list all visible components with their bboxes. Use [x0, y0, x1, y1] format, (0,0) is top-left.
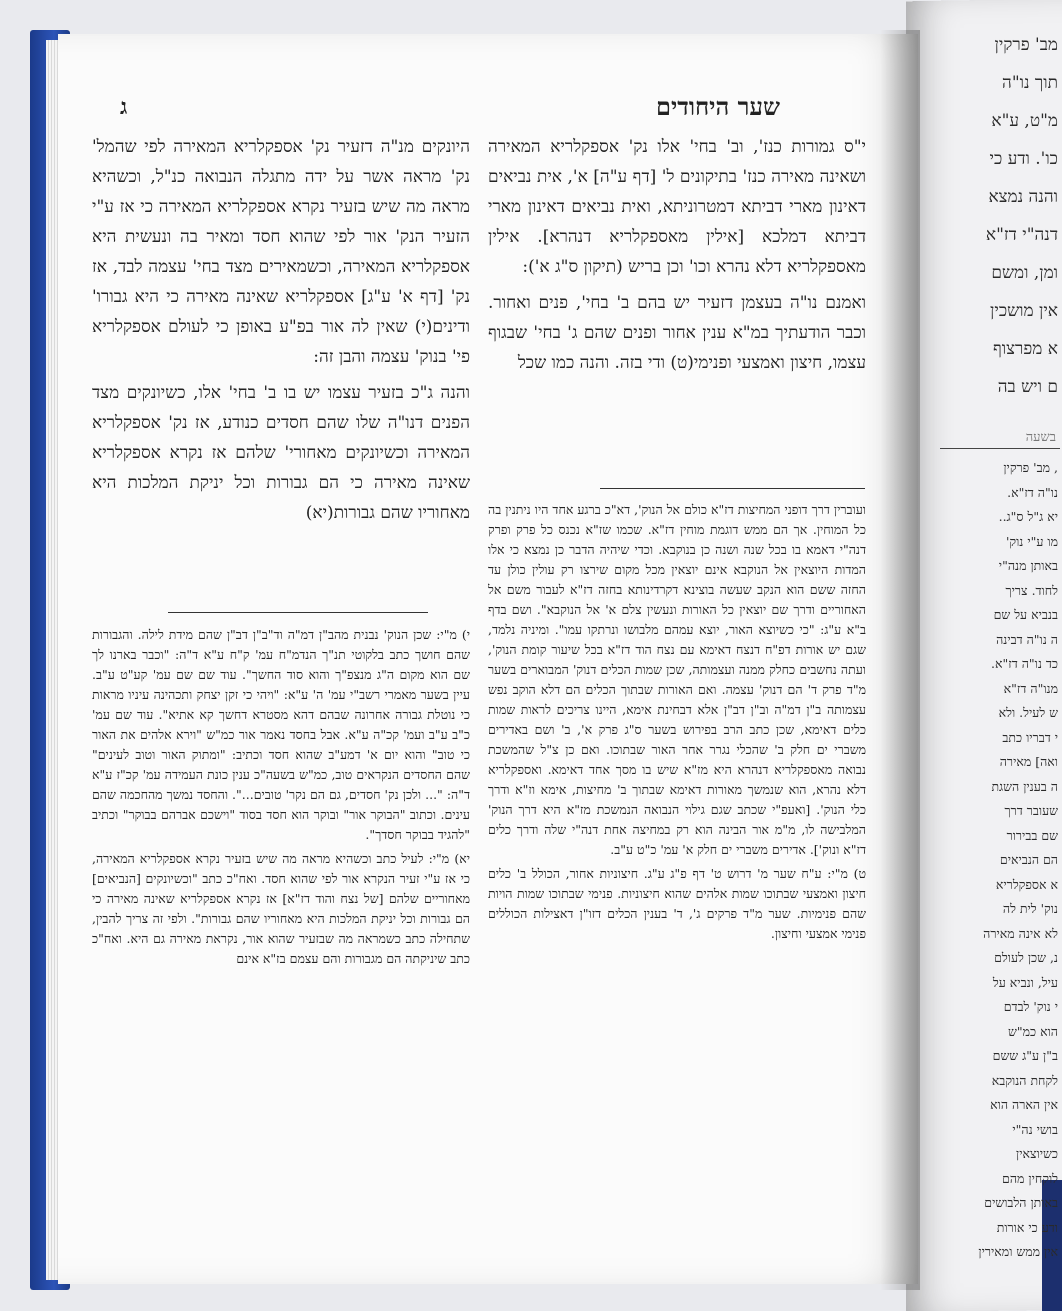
- facing-page-line: תוך נו"ה: [1002, 73, 1058, 93]
- facing-page-line: מ"ט, ע"א: [991, 111, 1058, 131]
- facing-page-note-line: בושי נה"י: [1012, 1121, 1058, 1137]
- page-number: ג: [120, 94, 128, 120]
- facing-page-note-line: לקחת הנוקבא: [991, 1072, 1058, 1088]
- footnote-divider: [168, 612, 428, 613]
- facing-page-line: כו'. ודע כי: [989, 149, 1058, 169]
- facing-page-note-line: הוא כמ"ש: [1008, 1023, 1058, 1039]
- facing-page-note-line: באותן מנה"י: [998, 558, 1058, 573]
- facing-page-line: אין מושכין: [990, 301, 1058, 321]
- main-paragraph: והנה ג"כ בזעיר עצמו יש בו ב' בחי' אלו, כשיונקים מצד הפנים דנו"ה שלו שהם חסדים כנודע, אז נק' אספקלריא המאירה וכשיונקים מאחורי' שלהם אז נקרא אספקלריא שאינה מאירה כי הם גבורות וכל יניקת המלכות היא מאחוריו שהם גבורות(יא): [92, 383, 470, 523]
- footnotes-right-column: [488, 500, 866, 1260]
- facing-page-note-line: שם בבירור: [1006, 827, 1058, 843]
- facing-page-note-line: באותן הלבושים: [984, 1195, 1058, 1210]
- main-paragraph: י"ס גמורות כנז', וב' בחי' אלו נק' אספקלריא המאירה ושאינה מאירה כנז' בתיקונים ל' [דף ע"ה] א', אית נביאים דאינון מארי דביתא דמטרוניתא, ואית נביאים דאינון מארי דביתא דמלכא [אילין מאספקלריא דנהרא]. אילין מאספקלריא דלא נהרא וכו' וכן בריש (תיקון ס"ג א'):: [488, 137, 866, 277]
- facing-page-note-line: י נוק' לבדם: [1003, 999, 1058, 1014]
- facing-page-note-line: ב"ן ע"ג ששם: [992, 1048, 1058, 1063]
- facing-page-note-line: כשיוצאין: [1016, 1146, 1058, 1161]
- facing-page-note-line: בנביא על שם: [993, 607, 1058, 622]
- facing-page-note-line: נוק' לית לה: [1002, 901, 1058, 916]
- facing-page-note-line: י דבריו כתב: [1002, 729, 1058, 745]
- footnote: י) מ"י: שכן הנוק' נבנית מהב"ן דמ"ה וד"ב"ן דב"ן שהם מידת לילה. והגבורות שהם חושך כתב בלקוטי תנ"ך הנדמ"ח עמ' ק"ח ע"א ד"ה: "וכבר בארנו לך שם הוא מקום ה"ג מנצפ"ך והוא סוד החשך". עוד שם שם עמ' קע"ט ע"ב. עיין בשער מאמרי רשב"י עמ' ה' ע"א: "ויהי כי זקן יצחק ותכהינה עיניו מראות כי נוטלת גבורה אחרונה שבהם דהא מסטרא דחשך קא אתיא". עוד שם עמ' כ"ב ע"ב ועמ' קכ"ה ע"א. אבל בחסד נאמר אור כמ"ש "וירא אלהים את האור כי טוב" והוא יום א' דמע"ב שהוא חסד וכתיב: "ומתוק האור וטוב לעינים" שהם החסדים הנקראים טוב, כמ"ש בשעה"כ ענין כונת העמידה עמ' קכ"ז ע"א ד"ה: "... ולכן נק' חסדים, גם הם נקר' טובים...". והחסד נמשך מהחכמה שהם עינים. וכתוב "הבוקר אור" ובוקר הוא חסד בסוד "וישכם אברהם בבוקר" וכתיב "להגיד בבוקר חסדך".: [92, 627, 470, 842]
- facing-page-note-line: מו ע"י נוק': [1005, 533, 1058, 549]
- facing-page-note-line: אין הארה הוא: [990, 1097, 1058, 1112]
- footnotes-left-column: [92, 625, 470, 1265]
- facing-page-line: מב' פרקין: [994, 35, 1058, 55]
- footnote: ועוברין דרך דופני המחיצות דז"א כולם אל הנוק', דא"כ ברגע אחד היו ניתנין בה כל המוחין. אך הם ממש דוגמת מוחין דז"א. שכמו שז"א נכנס כל פרק ופרק דנה"י דאמא בו בכל שנה ושנה כן בנוקבא. וכדי שיהיה הדבר כן נמצא כי אלו המדות היוצאין אל הנוקבא אינם יוצאין מכל מקום שירצו רק עולין כולן עד החזה ששם הוא הנקב שעשה בוצינא דקרדינותא בחזה דז"א לעבור משם אל האחוריים ודרך שם יוצאין כל האורות ונעשין צלם א' אל הנוקבא". ושם בדף ב"א ע"ג: "כי כשיוצא האור, יוצא עמהם מלבושו ונרתקו עמו". ומיניה נלמד, שגם יש אורות דפ"ח דנצח דאימא עם נצח הוד דז"א בכל שיעור קומת הנוק', ועתה נחשבים כחלק ממנה ועצמותה, שכן שמות הכלים דנוק' המבוארים בשער מ"ד פרק ד' הם דנוק' עצמה. ואם האורות שבתוך הכלים הם דלא הוקב נפש עצמותה ב"ן דמ"ה וב"ן דב"ן אלא דבחינת אימא, היינו צריכים לראות שמות כלים דאימא, שכן כתב הרב בפירוש בשער ס"ג פרק א', ב' ושם באדירים משברי ים חלק ב' שהכלי נגרר אחר האור שבתוכו. ואם כן צ"ל שהמשכת נבואה מאספקלריא דנהרא היא מז"א שיש בו מסך אחד דאימא. ואספקלריא דלא נהרא, הוא שנמשך מאורות דאימא שבתוך ב' מחיצות, אימא וז"א ודרך כלי הנוק'. [ואעפ"י שכתב שגם גילוי הנבואה הנמשכת מז"א היא דרך הנוק' המלבישה לו, מ"מ אור הבינה הוא רק במחיצה אחת דנה"י שלה ודרך כלים דז"א ונוק']. אדירים משברי ים חלק א' עמ' כ"ט ע"ב.: [488, 502, 866, 857]
- facing-page-line: א מפרצוף: [992, 339, 1058, 359]
- facing-page-note-line: ש לעיל. ולא: [998, 705, 1058, 720]
- main-paragraph: היונקים מנ"ה דזעיר נק' אספקלריא המאירה לפי שהמל' נק' מראה אשר על ידה מתגלה הנבואה כנ"ל, וכשהיא מראה מה שיש בזעיר נקרא אספקלריא המאירה כי אז ע"י הזעיר הנק' אור לפי שהוא חסד ומאיר בה ונעשית היא אספקלריא המאירה, וכשמאירים מצד בחי' עצמה לבד, אז נק' [דף א' ע"ג] אספקלריא שאינה מאירה כי היא גבורו' ודינים(י) שאין לה אור בפ"ע באופן כי לעולם אספקלריא פי' בנוק' עצמה והבן זה:: [92, 137, 470, 367]
- facing-page-note-line: , מב' פרקין: [1003, 460, 1058, 475]
- facing-page-note-line: ה בענין השגת: [991, 778, 1058, 794]
- facing-page-note-line: עיל, ונביא על: [992, 974, 1058, 990]
- facing-page-note-line: ודע כי אורות: [996, 1219, 1058, 1235]
- facing-page-note-line: ה נו"ה דבינה: [996, 631, 1058, 647]
- facing-page-note-line: כד נו"ה דז"א.: [991, 656, 1058, 671]
- facing-page-note-line: א אספקלריא: [995, 876, 1058, 892]
- facing-page-note-line: לא אינה מאירה: [983, 925, 1058, 941]
- footnote-divider: [600, 488, 865, 489]
- facing-page-line: והנה נמצא: [988, 187, 1058, 207]
- facing-page-line: ומן, ומשם: [991, 263, 1058, 283]
- facing-page-note-line: לוקחין מהם: [1002, 1170, 1058, 1186]
- page-title: שער היחודים: [656, 92, 780, 121]
- facing-page-divider: [940, 448, 1060, 449]
- facing-page-note-line: הם הנביאים: [999, 852, 1058, 867]
- main-text-right-column: [488, 132, 866, 477]
- facing-page-note-line: מנו"ה דז"א: [1003, 680, 1058, 696]
- main-text-left-column: [92, 132, 470, 602]
- footnote: יא) מ"י: לעיל כתב וכשהיא מראה מה שיש בזעיר נקרא אספקלריא המאירה, כי אז ע"י זעיר הנקרא אור לפי שהוא חסד. ואח"כ כתב "וכשיונקים [הנביאים] מאחוריים שלהם [של נצח והוד דז"א] אז נקרא אספקלריא שאינה מאירה כי הם גבורות וכל יניקת המלכות היא מאחוריו שהם גבורות". ולפי זה צריך להבין, שתחילה כתב כשמראה מה שבזעיר שהוא אור, נקראת מאירה גם היא. ואח"כ כתב שיניקתה הם מגבורות והם עצמם בז"א אינם: [92, 851, 470, 966]
- facing-page-note-line: לחוד. צריך: [1005, 582, 1058, 598]
- facing-page-note-line: אין ממש ומאירין: [978, 1244, 1058, 1259]
- main-paragraph: ואמנם נו"ה בעצמן דזעיר יש בהם ב' בחי', פנים ואחור. וכבר הודעתיך במ"א ענין אחור ופנים שהם ג' בחי' שבגוף עצמו, חיצון ואמצעי ופנימי(ט) ודי בזה. והנה כמו שכל: [488, 293, 866, 373]
- facing-page-note-line: שעובר דרך: [1004, 803, 1058, 818]
- facing-page-note-line: ואה] מאירה: [999, 754, 1058, 769]
- gutter-shadow: [880, 30, 920, 1290]
- facing-page-note-line: נ, שכן לעולם: [994, 950, 1058, 965]
- facing-page-line: דנה"י דז"א: [985, 225, 1058, 245]
- facing-page-divider-word: בשעה: [1025, 430, 1056, 445]
- running-header: [120, 92, 780, 122]
- facing-page-note-line: נו"ה דז"א.: [1007, 484, 1058, 500]
- facing-page-note-line: יא ג"ל ס"ג..: [998, 509, 1058, 524]
- footnote: ט) מ"י: ע"ח שער מ' דרוש ט' דף פ"ג ע"ג. חיצוניות אחור, הכולל ב' כלים חיצון ואמצעי שבתוכו שמות אלהים שהוא חיצוניות. פנימי שבתוכו שמות הויות שהם פנימיות. שער מ"ד פרקים ג', ד' בענין הכלים דזו"ן דאצילות הכוללים פנימי אמצעי וחיצון.: [488, 866, 866, 941]
- facing-page-line: ם ויש בה: [997, 377, 1058, 397]
